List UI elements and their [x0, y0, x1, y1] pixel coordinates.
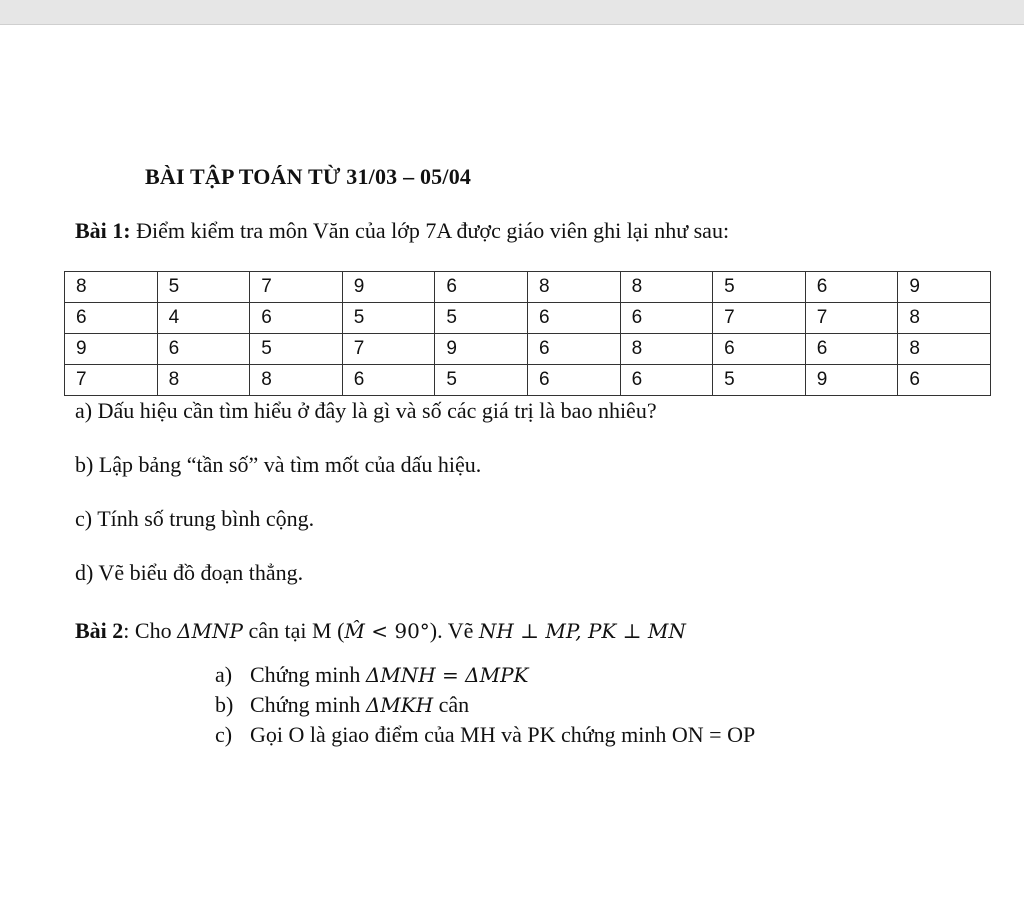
question-c: c) Tính số trung bình cộng. [75, 506, 315, 531]
exercise-2-heading [75, 618, 686, 644]
viewer-top-bar [0, 0, 1024, 25]
table-cell: 9 [898, 272, 991, 303]
table-cell: 5 [435, 365, 528, 396]
table-cell: 9 [342, 272, 435, 303]
exercise-2-text-3: ). Vẽ [429, 618, 479, 643]
table-cell: 9 [435, 334, 528, 365]
table-cell: 6 [898, 365, 991, 396]
subquestion-b-text: Chứng minh [250, 692, 366, 717]
exercise-1-label: Bài 1: [75, 218, 131, 243]
table-cell: 7 [250, 272, 343, 303]
subquestion-b [215, 692, 469, 718]
subquestion-b-tail: cân [433, 692, 470, 717]
triangle-mnp: ΔMNP [177, 619, 243, 643]
exercise-1-heading [75, 218, 729, 244]
exercise-2-label: Bài 2 [75, 618, 124, 643]
table-cell: 6 [805, 272, 898, 303]
subquestion-b-math: ΔMKH [365, 693, 434, 717]
angle-condition: < 90° [364, 619, 430, 643]
table-cell: 7 [65, 365, 158, 396]
table-cell: 6 [620, 365, 713, 396]
table-cell: 8 [620, 272, 713, 303]
table-cell: 6 [805, 334, 898, 365]
table-cell: 6 [620, 303, 713, 334]
table-cell: 7 [342, 334, 435, 365]
subquestion-a [215, 662, 528, 688]
exercise-2-text-1: : Cho [123, 618, 178, 643]
perpendicular-condition: NH ⊥ MP, PK ⊥ MN [478, 619, 686, 643]
table-row [65, 272, 991, 303]
question-b: b) Lập bảng “tần số” và tìm mốt của dấu hiệu. [75, 452, 482, 477]
table-cell: 8 [250, 365, 343, 396]
table-cell: 6 [65, 303, 158, 334]
subquestion-a-label: a) [215, 662, 233, 687]
subquestion-c [215, 722, 755, 748]
table-cell: 8 [898, 334, 991, 365]
table-cell: 4 [157, 303, 250, 334]
table-cell: 8 [620, 334, 713, 365]
table-cell: 6 [527, 334, 620, 365]
table-cell: 8 [898, 303, 991, 334]
table-cell: 5 [157, 272, 250, 303]
table-cell: 5 [250, 334, 343, 365]
table-cell: 9 [65, 334, 158, 365]
subquestion-a-math: ΔMNH = ΔMPK [365, 663, 529, 687]
table-cell: 5 [342, 303, 435, 334]
angle-m: M̂ [344, 619, 365, 643]
table-row [65, 365, 991, 396]
table-cell: 8 [65, 272, 158, 303]
table-cell: 6 [713, 334, 806, 365]
question-a: a) Dấu hiệu cần tìm hiểu ở đây là gì và số các giá trị là bao nhiêu? [75, 398, 657, 423]
subquestion-c-text: Gọi O là giao điểm của MH và PK chứng minh ON = OP [250, 722, 756, 747]
subquestion-c-label: c) [215, 722, 233, 747]
table-row [65, 334, 991, 365]
table-cell: 6 [435, 272, 528, 303]
table-cell: 6 [157, 334, 250, 365]
exercise-1-text: Điểm kiểm tra môn Văn của lớp 7A được giáo viên ghi lại như sau: [130, 218, 730, 243]
table-cell: 6 [527, 303, 620, 334]
table-cell: 7 [805, 303, 898, 334]
table-cell: 6 [342, 365, 435, 396]
table-cell: 5 [713, 272, 806, 303]
table-row [65, 303, 991, 334]
scores-table [64, 271, 991, 396]
table-cell: 5 [435, 303, 528, 334]
table-cell: 7 [713, 303, 806, 334]
subquestion-a-text: Chứng minh [250, 662, 366, 687]
exercise-2-text-2: cân tại M ( [242, 618, 345, 643]
table-cell: 8 [527, 272, 620, 303]
table-cell: 6 [527, 365, 620, 396]
table-cell: 9 [805, 365, 898, 396]
subquestion-b-label: b) [215, 692, 234, 717]
page-title: BÀI TẬP TOÁN TỪ 31/03 – 05/04 [145, 164, 472, 189]
table-cell: 5 [713, 365, 806, 396]
table-cell: 6 [250, 303, 343, 334]
table-cell: 8 [157, 365, 250, 396]
question-d: d) Vẽ biểu đồ đoạn thẳng. [75, 560, 304, 585]
